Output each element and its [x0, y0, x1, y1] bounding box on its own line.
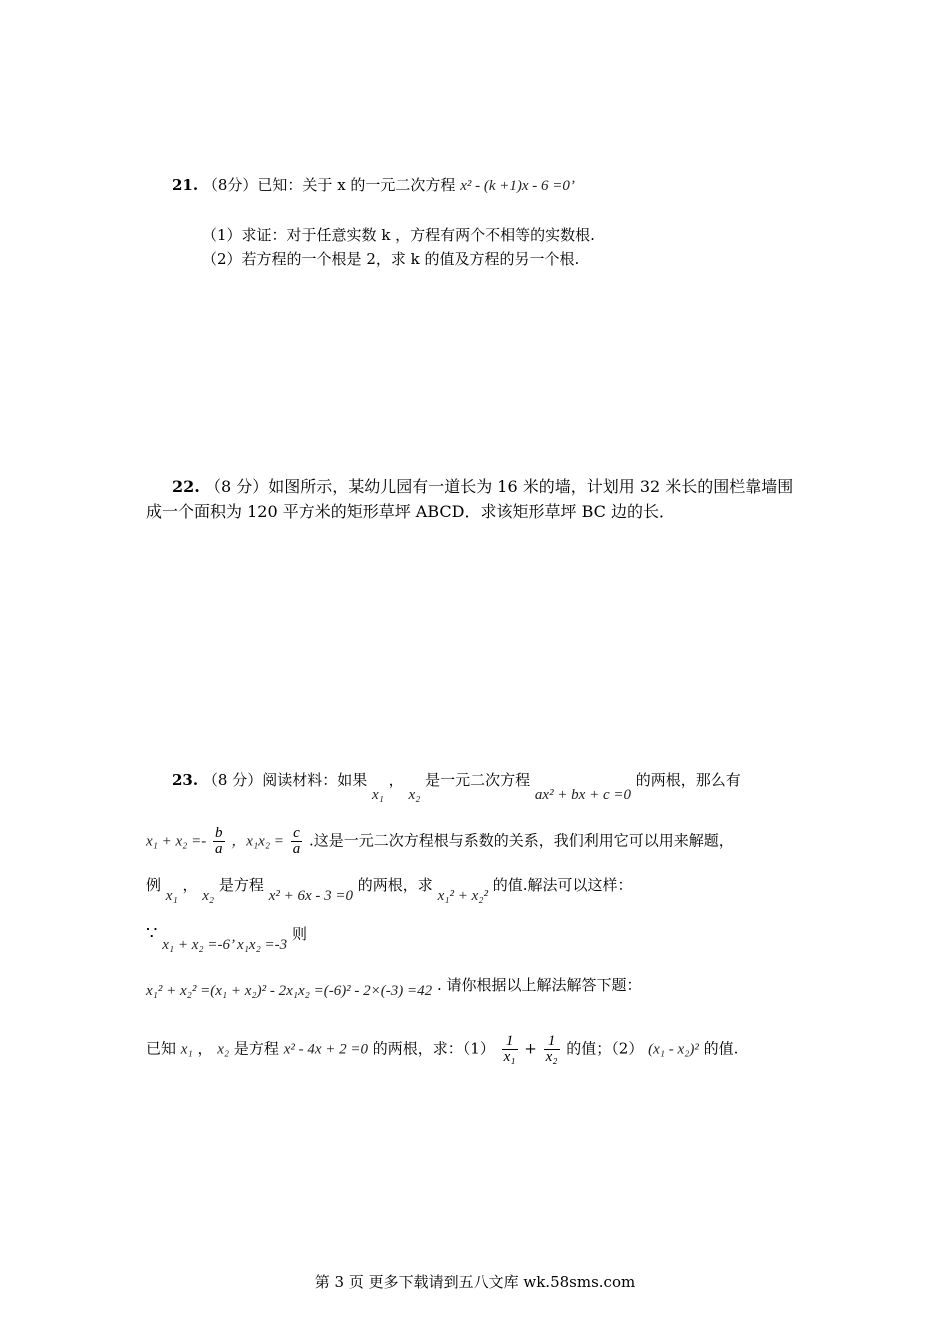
q23-frac-b-num: b — [215, 825, 223, 841]
page-footer: 第 3 页 更多下载请到五八文库 wk.58sms.com — [314, 1273, 636, 1291]
q23-line-5 — [146, 976, 642, 999]
q23-sum-relation: x₁ + x₂ =- — [146, 833, 207, 850]
q23-fraction-c-over-a — [291, 826, 303, 857]
q23-fraction-b-over-a — [213, 826, 225, 857]
q23-task-c: 的两根，求：（1） — [372, 1039, 495, 1058]
q23-then: 则 — [291, 925, 307, 943]
q23-intro: （8 分）阅读材料：如果 — [202, 771, 368, 789]
q23-task-equation: x² - 4x + 2 =0 — [283, 1041, 369, 1058]
q23-task-a: 已知 — [146, 1039, 177, 1058]
q23-given-relations: x₁ + x₂ =-6’ x₁x₂ =-3 — [162, 937, 288, 953]
q23-ex-comma: ， — [182, 876, 198, 894]
q23-comma: ， — [388, 771, 404, 789]
q23-frac-c-num: c — [293, 825, 300, 841]
q23-line-3 — [146, 876, 633, 904]
q23-f1-den: x₁ — [503, 1049, 516, 1065]
q23-frac-c-den: a — [292, 841, 301, 857]
q21-equation: x² - (k +1)x - 6 =0’ — [460, 178, 575, 194]
q23-task-d: 的值；（2） — [566, 1039, 644, 1058]
q21-number: 21. — [172, 176, 199, 194]
q22-number: 22. — [172, 477, 200, 496]
q23-f2-den: x₂ — [545, 1049, 558, 1065]
q22-line-2: 成一个面积为 120 平方米的矩形草坪 ABCD．求该矩形草坪 BC 边的长． — [146, 502, 675, 521]
q23-sum-of-squares: x₁² + x₂² — [437, 888, 488, 904]
q23-ex-x2: x₂ — [202, 888, 215, 904]
q23-line-5-text: . 请你根据以上解法解答下题： — [436, 976, 642, 994]
q23-x1: x₁ — [372, 787, 384, 803]
q23-fraction-1-over-x2 — [544, 1034, 560, 1065]
q21-part-1: （1）求证：对于任意实数 k ，方程有两个不相等的实数根. — [202, 226, 595, 244]
q23-task-x1: x₁ — [180, 1041, 193, 1058]
q23-frac-b-den: a — [215, 841, 223, 857]
q23-task-b: 是方程 — [233, 1039, 279, 1058]
q23-line-1 — [172, 771, 741, 803]
q23-f2-num: 1 — [547, 1033, 556, 1049]
q23-ex-x1: x₁ — [165, 888, 178, 904]
q23-intro-b: 是一元二次方程 — [425, 771, 531, 789]
q23-line-6 — [146, 1034, 738, 1065]
q23-intro-c: 的两根，那么有 — [635, 771, 741, 789]
q23-general-equation: ax² + bx + c =0 — [534, 787, 631, 803]
q23-example-label: 例 — [146, 876, 162, 894]
q23-product-relation: ，x₁x₂ = — [231, 833, 284, 850]
q23-line-4 — [146, 923, 307, 953]
q23-f1-num: 1 — [505, 1033, 514, 1049]
q23-plus: + — [524, 1039, 537, 1058]
q23-task-x2: x₂ — [217, 1041, 230, 1058]
q23-fraction-1-over-x1 — [502, 1034, 518, 1065]
q22-line-1-text: （8 分）如图所示，某幼儿园有一道长为 16 米的墙，计划用 32 米长的围栏靠墙围 — [204, 477, 794, 496]
q23-ex-c: 的两根，求 — [357, 876, 433, 894]
q23-solution-equation: x₁² + x₂² =(x₁ + x₂)² - 2x₁x₂ =(-6)² - 2×(-3) =42 — [146, 983, 433, 999]
q23-ex-b: 是方程 — [218, 876, 264, 894]
because-symbol: ∵ — [146, 923, 158, 944]
q23-difference-squared: (x₁ - x₂)² — [648, 1041, 699, 1058]
q23-line-2 — [146, 826, 734, 857]
q22-line-1 — [172, 479, 793, 495]
q23-ex-d: 的值.解法可以这样： — [492, 876, 633, 894]
q23-x2: x₂ — [408, 787, 421, 803]
q21-stem-text: （8分）已知：关于 x 的一元二次方程 — [202, 176, 456, 194]
q21-stem — [172, 178, 575, 194]
q23-line-2-text: .这是一元二次方程根与系数的关系，我们利用它可以用来解题， — [308, 831, 734, 850]
q23-example-equation: x² + 6x - 3 =0 — [268, 888, 354, 904]
q23-number: 23. — [172, 771, 199, 789]
q23-task-e: 的值. — [703, 1039, 739, 1058]
q23-task-comma: ， — [197, 1039, 213, 1058]
q21-part-2: （2）若方程的一个根是 2，求 k 的值及方程的另一个根. — [202, 250, 580, 268]
